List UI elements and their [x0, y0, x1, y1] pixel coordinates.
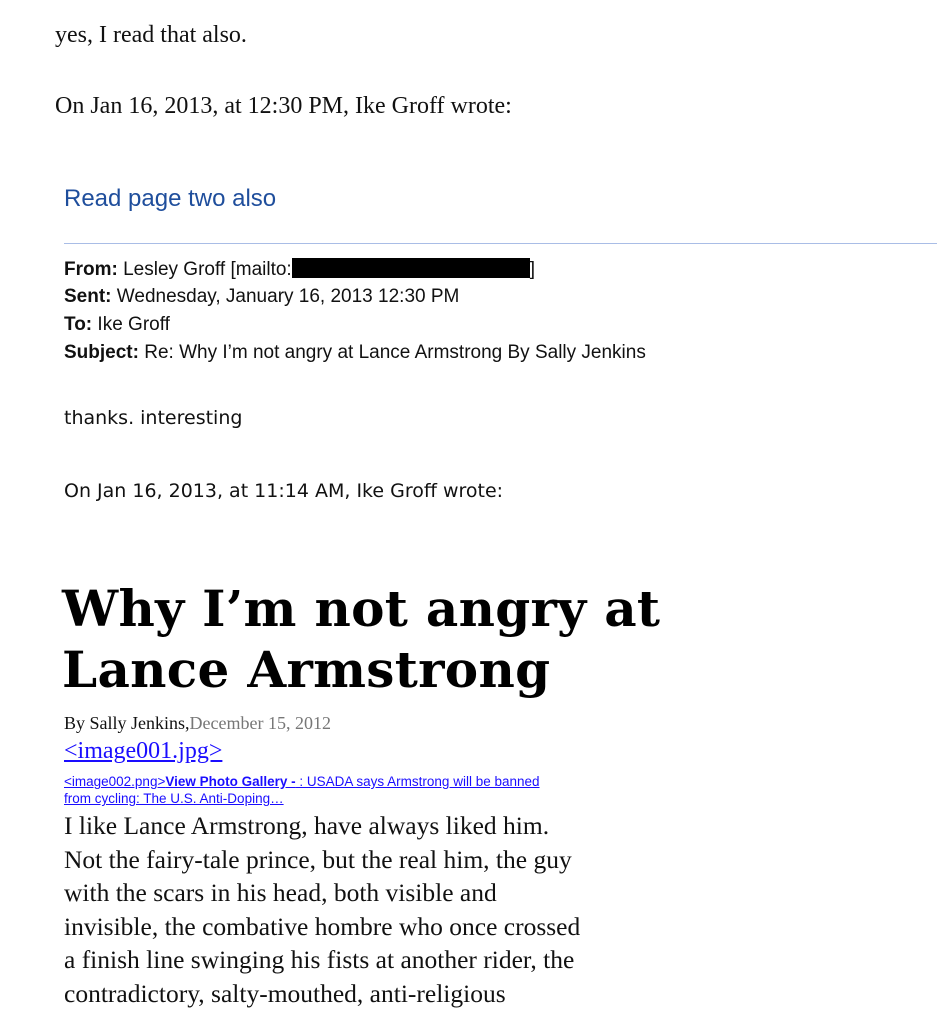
image002-label: <image002.png> [64, 774, 166, 789]
gallery-caption-line1: : USADA says Armstrong will be banned [295, 774, 540, 789]
photo-gallery-link[interactable] [64, 773, 540, 790]
from-label: From: [64, 259, 118, 280]
article-line: I like Lance Armstrong, have always liked him. [64, 811, 550, 840]
sent-value: Wednesday, January 16, 2013 12:30 PM [116, 286, 460, 307]
view-photo-gallery-label: View Photo Gallery - [165, 774, 296, 789]
from-close: ] [529, 259, 535, 280]
subject-value: Re: Why I’m not angry at Lance Armstrong By Sally Jenkins [144, 342, 646, 363]
reply-text: yes, I read that also. [55, 22, 247, 48]
from-value: Lesley Groff [mailto: [123, 259, 292, 280]
article-line: contradictory, salty-mouthed, anti-religious [64, 978, 506, 1008]
to-value: Ike Groff [97, 314, 170, 335]
message-body: thanks. interesting [64, 407, 243, 429]
article-line: invisible, the combative hombre who once crossed [64, 911, 581, 941]
to-label: To: [64, 314, 93, 335]
byline-date: December 15, 2012 [189, 713, 331, 733]
header-divider [64, 243, 937, 244]
article-byline [64, 713, 331, 734]
article-line: a finish line swinging his fists at another rider, the [64, 945, 575, 974]
subject-line [64, 342, 646, 364]
to-line [64, 314, 170, 336]
image001-link[interactable]: <image001.jpg> [64, 738, 223, 764]
redacted-email-block [292, 258, 530, 278]
subject-label: Subject: [64, 342, 139, 363]
sent-line [64, 286, 459, 308]
article-line: Not the fairy-tale prince, but the real him, the guy [64, 844, 572, 874]
byline-author: By Sally Jenkins, [64, 713, 190, 733]
from-line [64, 258, 535, 281]
photo-gallery-link-continued[interactable]: from cycling: The U.S. Anti-Doping… [64, 791, 284, 806]
article-line: with the scars in his head, both visible and [64, 878, 497, 907]
message-attribution: On Jan 16, 2013, at 11:14 AM, Ike Groff wrote: [64, 480, 504, 502]
article-headline-line1: Why I’m not angry at [62, 579, 661, 638]
article-headline-line2: Lance Armstrong [62, 640, 551, 699]
forward-note: Read page two also [64, 185, 277, 212]
reply-attribution: On Jan 16, 2013, at 12:30 PM, Ike Groff wrote: [55, 93, 512, 119]
sent-label: Sent: [64, 286, 112, 307]
article-body [64, 809, 580, 1010]
